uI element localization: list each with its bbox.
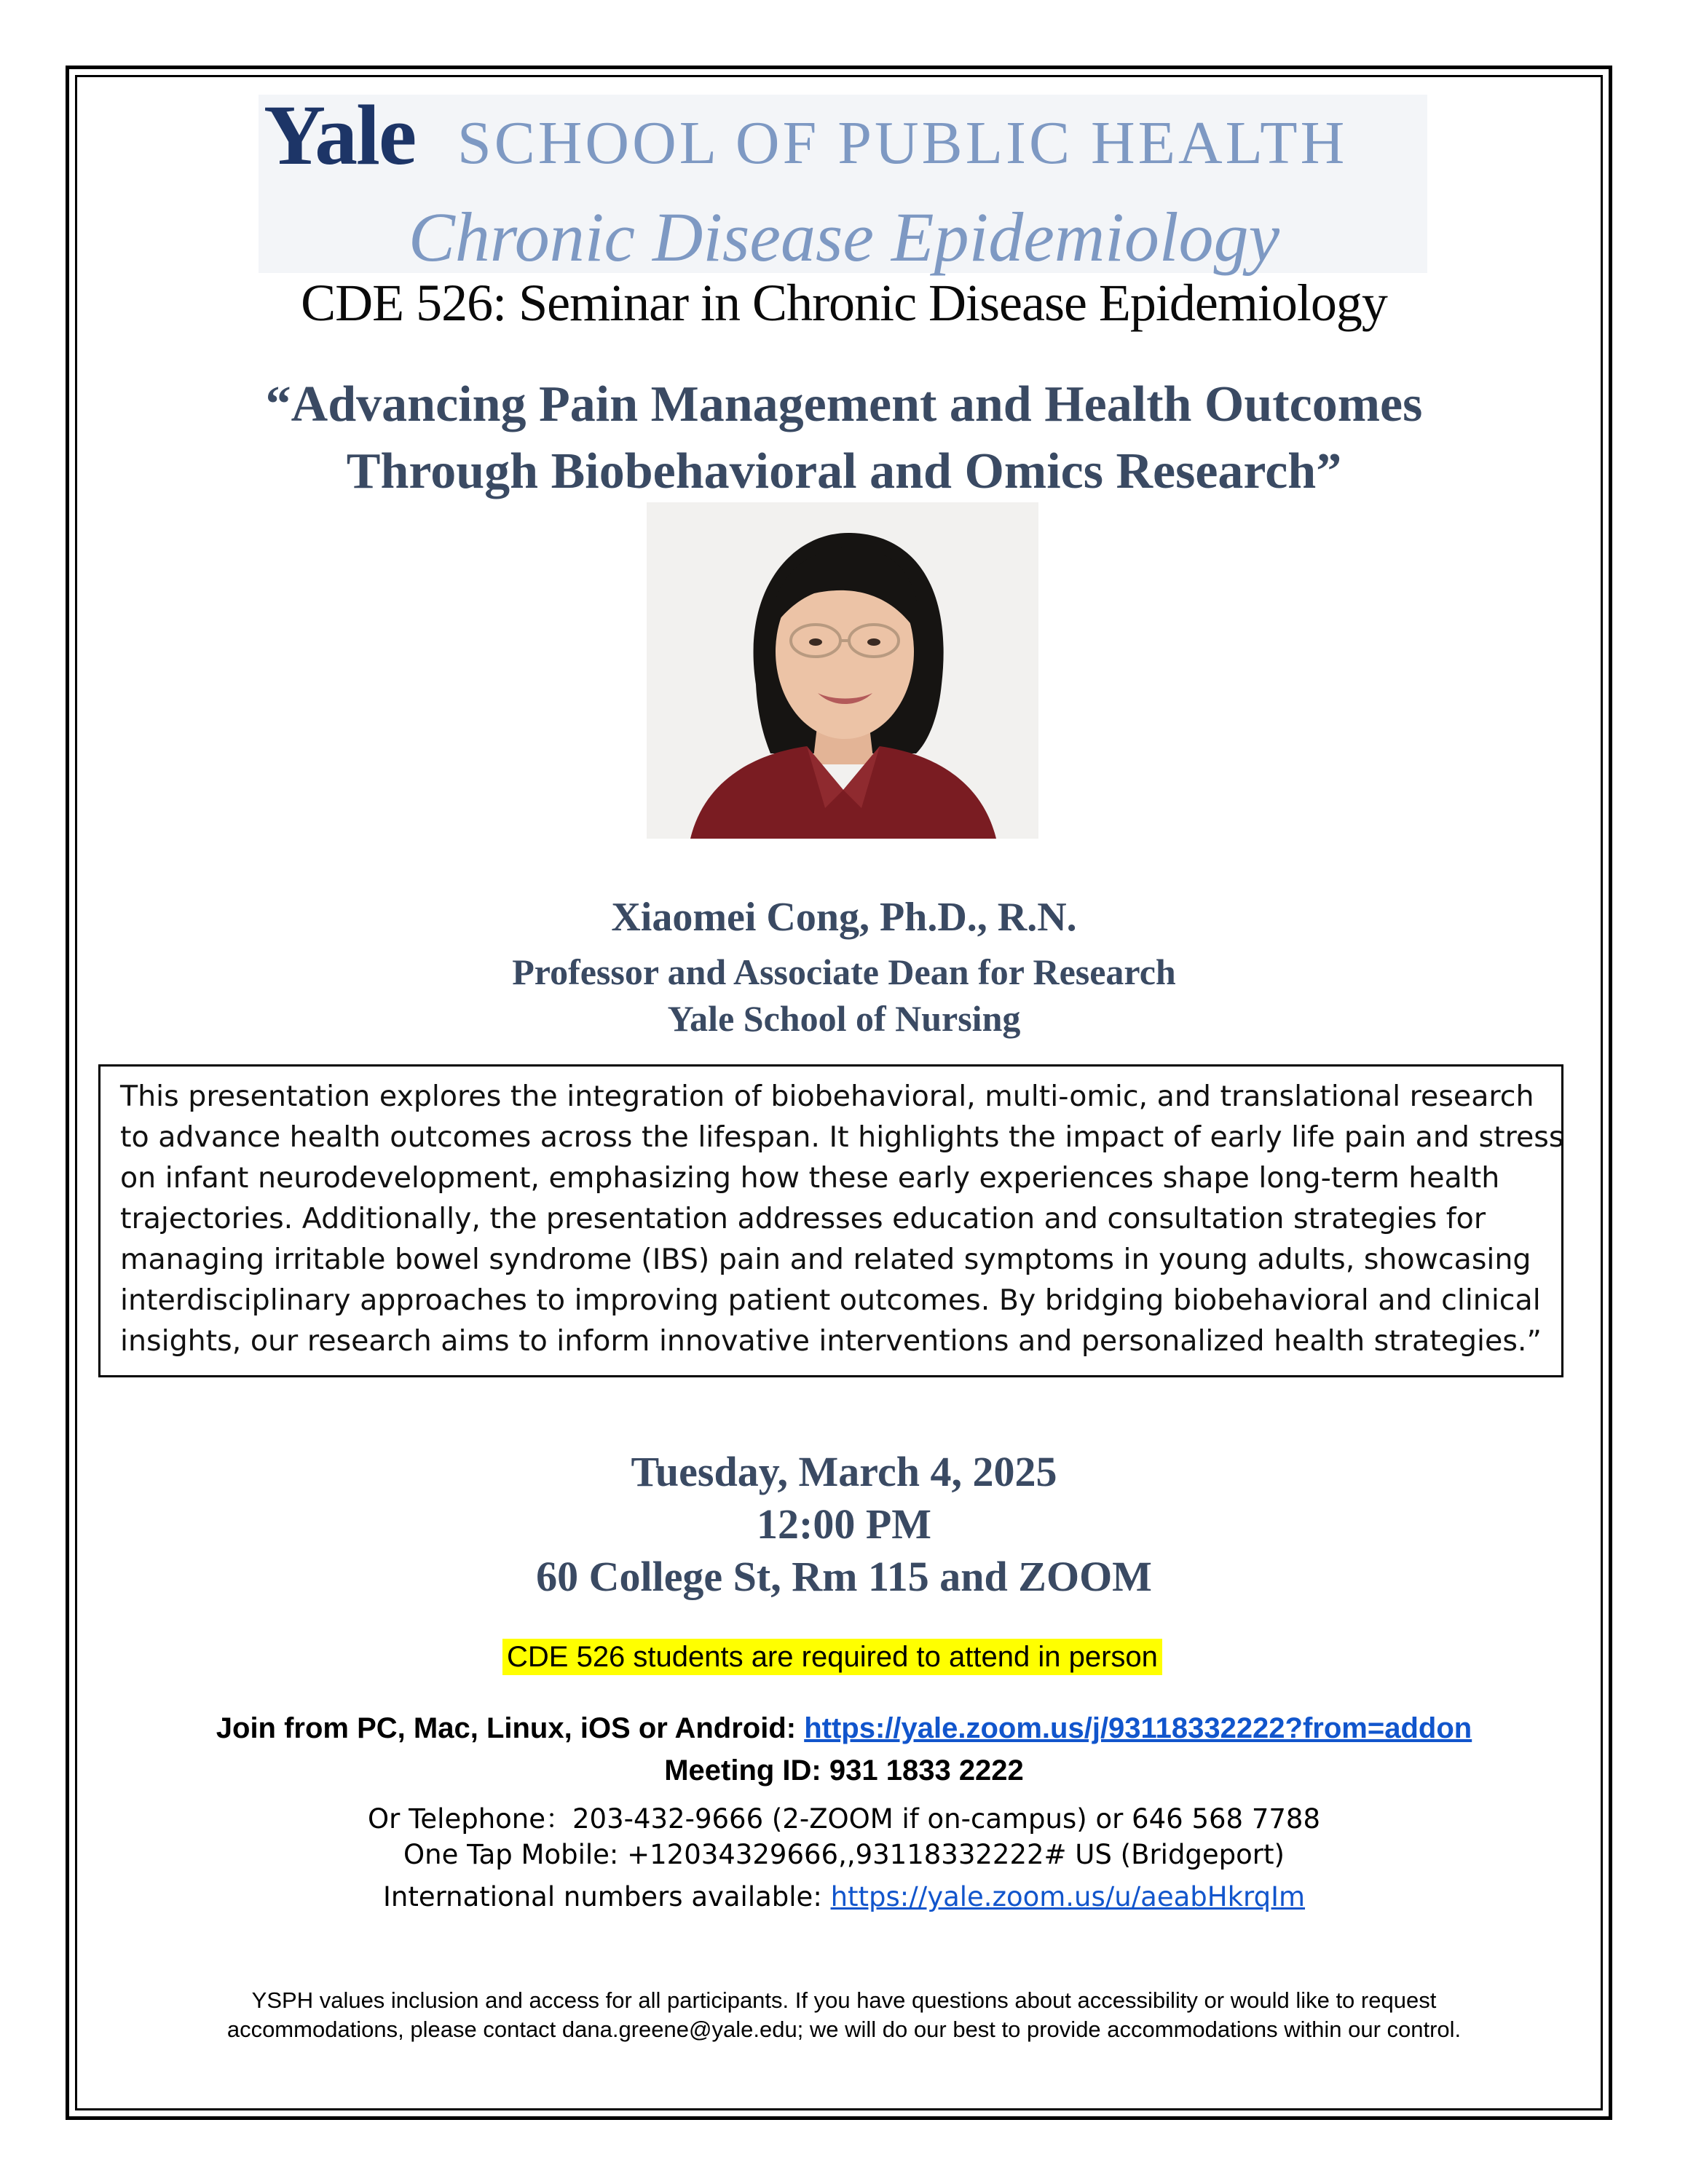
accessibility-footer xyxy=(0,1986,1688,2044)
event-date: Tuesday, March 4, 2025 xyxy=(631,1448,1057,1495)
zoom-join-label: Join from PC, Mac, Linux, iOS or Android: xyxy=(216,1712,805,1744)
abstract-line: interdisciplinary approaches to improving patient outcomes. By bridging biobehavioral and clinical xyxy=(120,1283,1541,1317)
zoom-international-label: International numbers available: xyxy=(382,1881,831,1912)
talk-title-line-2: Through Biobehavioral and Omics Research” xyxy=(346,443,1342,499)
event-location: 60 College St, Rm 115 and ZOOM xyxy=(536,1553,1152,1600)
zoom-one-tap: One Tap Mobile: +12034329666,,93118332222# US (Bridgeport) xyxy=(403,1839,1285,1870)
talk-title-line-1: “Advancing Pain Management and Health Outcomes xyxy=(265,376,1423,432)
zoom-join-line xyxy=(0,1712,1688,1745)
footer-line-2: accommodations, please contact dana.greene@yale.edu; we will do our best to provide accommodations within our control. xyxy=(226,2017,1462,2042)
talk-title xyxy=(0,371,1688,505)
abstract-line: This presentation explores the integration of biobehavioral, multi-omic, and translational research xyxy=(120,1080,1534,1113)
zoom-telephone: Or Telephone：203-432-9666 (2-ZOOM if on-campus) or 646 568 7788 xyxy=(368,1803,1320,1835)
abstract-line: to advance health outcomes across the lifespan. It highlights the impact of early life pain and stress xyxy=(120,1120,1564,1154)
course-title: CDE 526: Seminar in Chronic Disease Epidemiology xyxy=(301,274,1387,332)
abstract-line: trajectories. Additionally, the presentation addresses education and consultation strategies for xyxy=(120,1202,1486,1235)
speaker-name: Xiaomei Cong, Ph.D., R.N. xyxy=(611,895,1077,940)
logo-school-name: SCHOOL OF PUBLIC HEALTH xyxy=(457,109,1348,177)
speaker-photo xyxy=(647,502,1038,839)
speaker-position: Professor and Associate Dean for Research xyxy=(512,951,1176,992)
abstract-line: on infant neurodevelopment, emphasizing how these early experiences shape long-term health xyxy=(120,1161,1500,1195)
footer-line-1: YSPH values inclusion and access for all participants. If you have questions about accessibility or would like to request xyxy=(251,1987,1437,2013)
abstract-line: managing irritable bowel syndrome (IBS) pain and related symptoms in young adults, showcasing xyxy=(120,1243,1531,1276)
zoom-meeting-id: Meeting ID: 931 1833 2222 xyxy=(664,1754,1024,1787)
zoom-join-link[interactable]: https://yale.zoom.us/j/93118332222?from=addon xyxy=(804,1712,1472,1744)
logo-yale-wordmark: Yale xyxy=(264,87,416,183)
event-time: 12:00 PM xyxy=(757,1500,931,1548)
speaker-affiliation: Yale School of Nursing xyxy=(667,998,1021,1039)
abstract-line: insights, our research aims to inform innovative interventions and personalized health strategies.” xyxy=(120,1324,1542,1358)
zoom-international-line xyxy=(0,1881,1688,1912)
abstract-text xyxy=(120,1076,1564,1361)
attendance-note: CDE 526 students are required to attend in person xyxy=(502,1639,1162,1675)
zoom-international-link[interactable]: https://yale.zoom.us/u/aeabHkrqIm xyxy=(830,1881,1306,1912)
logo-department-name: Chronic Disease Epidemiology xyxy=(408,198,1280,276)
